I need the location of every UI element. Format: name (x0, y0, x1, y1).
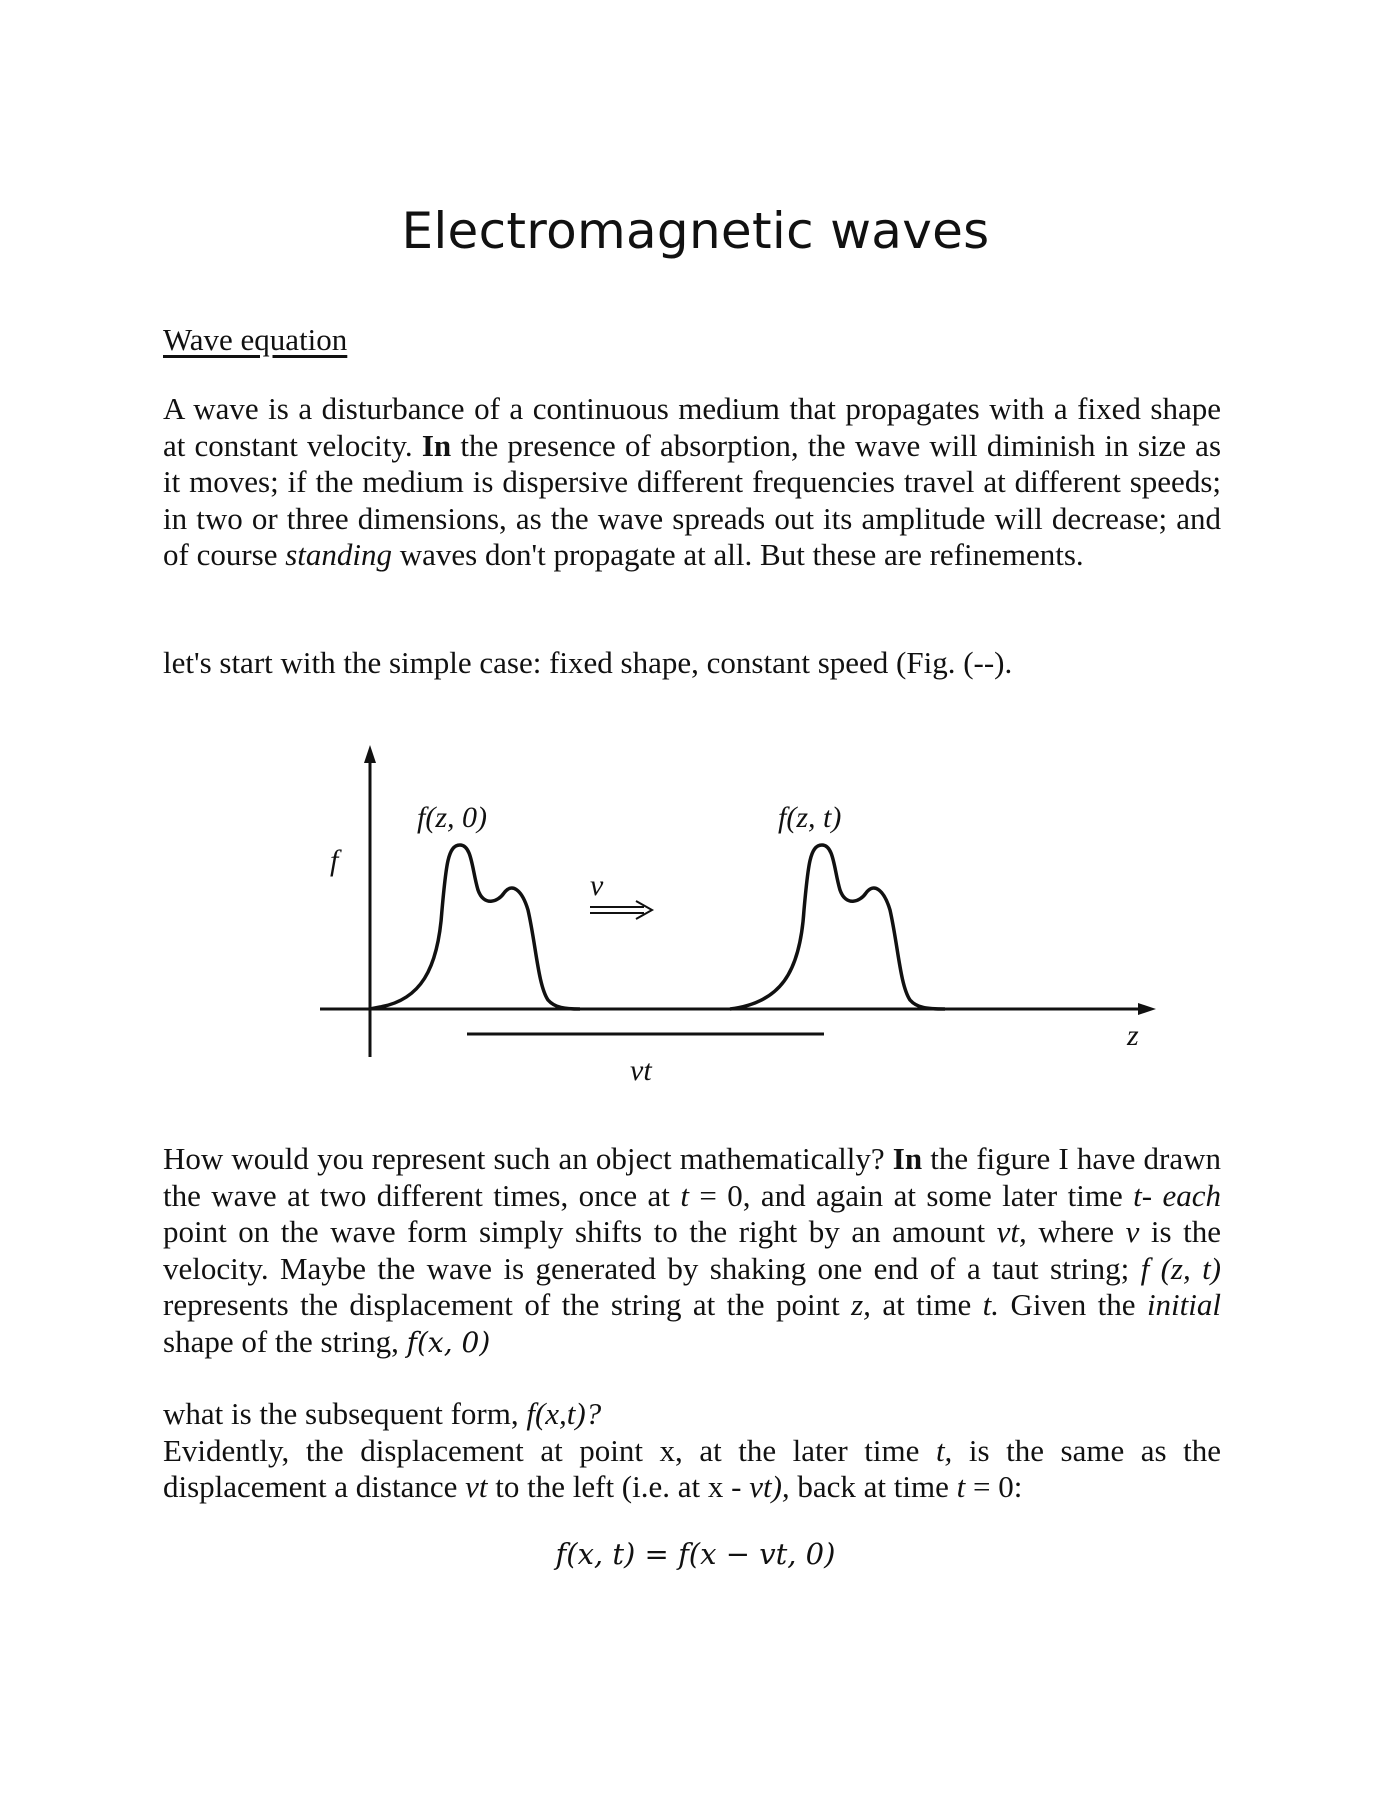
p1-text: waves don't propagate at all. But these are refinements. (399, 537, 1084, 572)
f-axis-arrowhead (364, 745, 376, 763)
z-axis-arrowhead (1138, 1003, 1156, 1015)
p4-var: t, (935, 1432, 953, 1468)
page-title: Electromagnetic waves (401, 201, 990, 260)
p4-text: back at time (797, 1469, 949, 1504)
equation-wave-shift: f(x, t) = f(x − vt, 0) (555, 1537, 836, 1571)
label-f-zt: f(z, t) (778, 801, 842, 834)
label-f: f (330, 844, 339, 877)
section-heading: Wave equation (163, 322, 348, 357)
label-v: v (590, 869, 604, 902)
p4-text: at the later time (699, 1432, 920, 1468)
p3-bold: In (892, 1141, 923, 1176)
p4-var: vt), (749, 1469, 790, 1504)
p3-text: is the velocity. Maybe the wave is generated by shaking one end of a taut string; (163, 1214, 1222, 1286)
paragraph-simple-case: let's start with the simple case: fixed shape, constant speed (Fig. (--). (163, 645, 1013, 680)
wave-f-z0 (370, 845, 580, 1009)
p3-var: vt, (996, 1214, 1027, 1249)
p3-italic: each (1162, 1177, 1222, 1213)
p3-italic: initial (1146, 1287, 1222, 1322)
p3-text: where (1038, 1214, 1115, 1249)
paragraph-subsequent-form (163, 1396, 1221, 1506)
label-f-z0: f(z, 0) (417, 801, 487, 834)
p1-text: the presence of absorption, the wave will diminish in size as it moves; if the medium is dispersive different frequencies travel at different speeds; in two or three dimensions, as the wave spreads out its amplitude will decrease; and of course (163, 427, 1222, 572)
label-vt: vt (630, 1054, 652, 1085)
p1-bold: In (421, 427, 452, 463)
p3-text: point on the wave form simply shifts to the right by an amount (163, 1214, 986, 1249)
p3-var: z, (851, 1287, 871, 1322)
p4-text: what is the subsequent form, (163, 1396, 519, 1431)
wave-figure (300, 745, 1160, 1085)
p3-text: How would you represent such an object mathematically? (163, 1141, 885, 1176)
p4-text: = 0: (973, 1469, 1023, 1504)
p3-text: at time (882, 1287, 972, 1322)
p3-var: v (1125, 1214, 1140, 1249)
p3-var: t. (982, 1287, 1000, 1322)
p3-text: = 0, and again at some later time (699, 1177, 1123, 1213)
p4-var: f(x,t)? (526, 1396, 602, 1431)
wave-f-zt (730, 845, 945, 1009)
p3-text: represents the displacement of the string at the point (163, 1287, 840, 1322)
velocity-arrowhead (636, 901, 652, 919)
p3-text: Given the (1010, 1287, 1136, 1322)
p4-text: is the same as the displacement a distance (163, 1432, 1221, 1504)
p3-text: shape of the string, (163, 1323, 399, 1359)
p1-text: A wave is a disturbance of a continuous medium that propagates with a fixed shape at constant velocity. (163, 391, 1221, 463)
p4-text: to the left (i.e. at x - (495, 1469, 742, 1504)
label-z: z (1127, 1019, 1139, 1052)
p4-text: Evidently, the displacement at point x, (163, 1432, 683, 1468)
p4-var: t (956, 1469, 966, 1504)
p1-italic: standing (285, 537, 393, 572)
p4-var: vt (465, 1469, 488, 1504)
paragraph-representation (163, 1141, 1221, 1361)
p3-text: the figure I have drawn the wave at two different times, once at (163, 1141, 1222, 1213)
p3-math: f(x, 0) (406, 1325, 491, 1359)
p3-var: t- (1133, 1177, 1153, 1213)
p3-var: t (680, 1177, 689, 1213)
paragraph-intro (163, 391, 1221, 574)
p3-var: f (z, t) (1140, 1250, 1222, 1286)
